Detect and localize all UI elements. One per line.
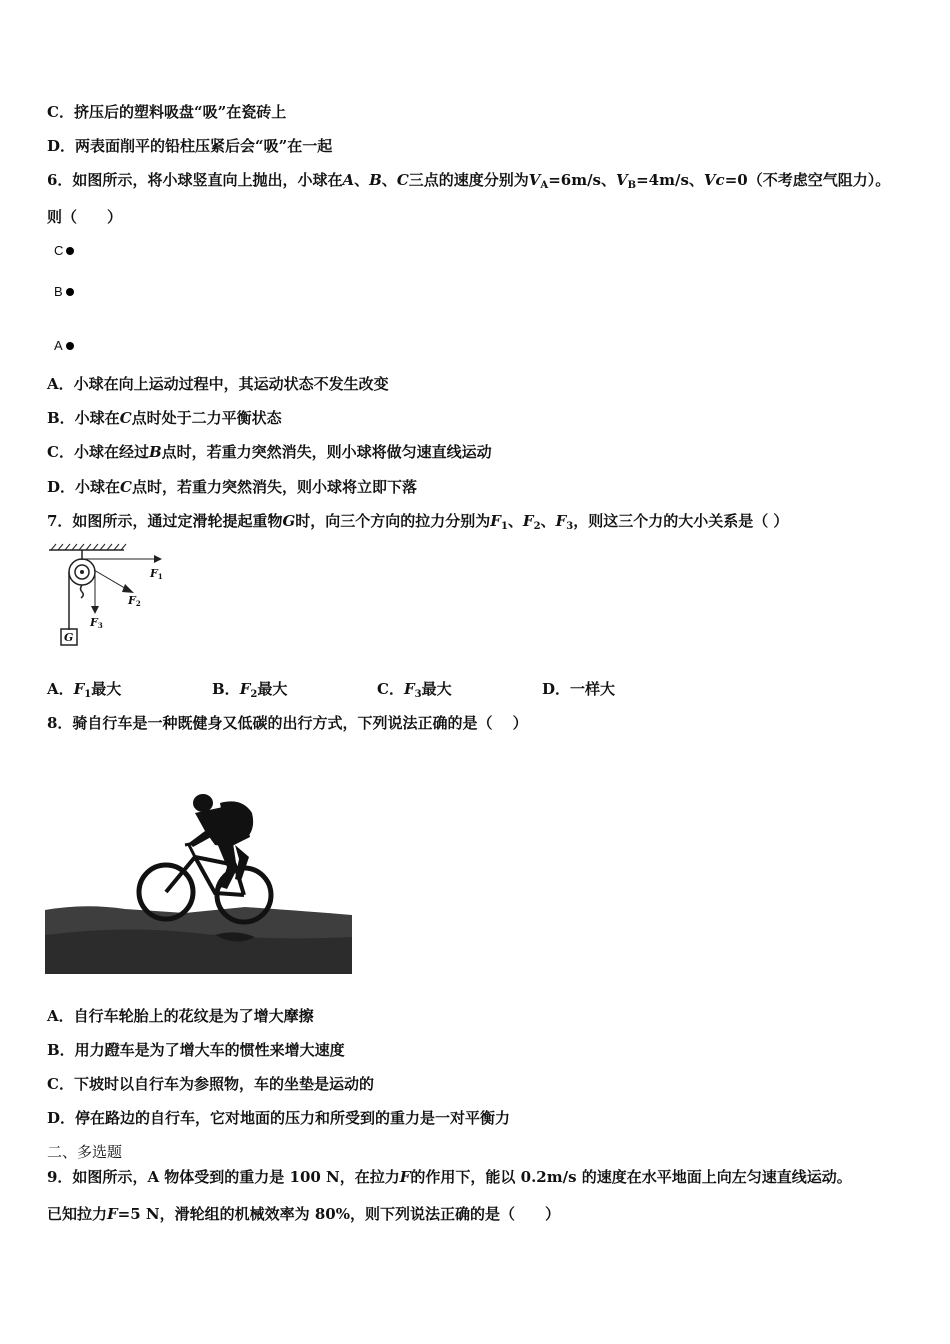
pulley-diagram xyxy=(44,540,184,652)
q6-option-c: C．小球在经过B点时，若重力突然消失，则小球将做匀速直线运动 xyxy=(47,443,492,461)
cyclist-photo xyxy=(45,785,352,974)
label-f1: F1 xyxy=(150,567,163,581)
rope-f2 xyxy=(94,570,128,590)
q8-option-a: A．自行车轮胎上的花纹是为了增大摩擦 xyxy=(47,1007,314,1025)
ball-dot-icon xyxy=(66,247,74,255)
q7-option-b: B．$F_2$最大 xyxy=(212,680,288,700)
q6-stem: 6．如图所示，将小球竖直向上抛出，小球在A、B、C三点的速度分别为$V_A=6m/s$、$V_B=4m/s$、Vc=0（不考虑空气阻力）。 xyxy=(47,171,891,191)
q7-option-a: A．$F_1$最大 xyxy=(47,680,122,700)
q6-option-d: D．小球在C点时，若重力突然消失，则小球将立即下落 xyxy=(47,478,417,496)
q8-option-c: C．下坡时以自行车为参照物，车的坐垫是运动的 xyxy=(47,1075,374,1093)
q6-option-a: A．小球在向上运动过程中，其运动状态不发生改变 xyxy=(47,375,389,393)
q7-stem: 7．如图所示，通过定滑轮提起重物G时，向三个方向的拉力分别为$F_1$、$F_2$、$F_3$，则这三个力的大小关系是（ ） xyxy=(47,512,789,532)
q8-option-d: D．停在路边的自行车，它对地面的压力和所受到的重力是一对平衡力 xyxy=(47,1109,511,1127)
hook-icon xyxy=(81,585,84,598)
q9-stem-cont: 已知拉力F=5 N，滑轮组的机械效率为 80%，则下列说法正确的是（ ） xyxy=(47,1205,560,1223)
arrow-f3-icon xyxy=(91,606,99,614)
q5-option-c: C．挤压后的塑料吸盘“吸”在瓷砖上 xyxy=(47,103,287,121)
label-f3: F3 xyxy=(90,616,103,630)
q6-point-b: B xyxy=(54,284,74,300)
q6-option-b: B．小球在C点时处于二力平衡状态 xyxy=(47,409,282,427)
q7-option-d: D．一样大 xyxy=(542,680,616,698)
arrow-f1-icon xyxy=(154,555,162,563)
section-title: 二、多选题 xyxy=(47,1143,123,1161)
arrow-f2-icon xyxy=(122,584,134,593)
q9-stem: 9．如图所示，A 物体受到的重力是 100 N，在拉力F的作用下，能以 0.2m/s 的速度在水平地面上向左匀速直线运动。 xyxy=(47,1168,852,1186)
label-g: G xyxy=(64,631,74,644)
q6-point-a: A xyxy=(54,338,74,354)
q8-stem: 8．骑自行车是一种既健身又低碳的出行方式，下列说法正确的是（ ） xyxy=(47,714,528,732)
q6-stem-cont: 则（ ） xyxy=(47,208,123,226)
label-f2: F2 xyxy=(128,594,141,608)
ceiling-hatch xyxy=(49,544,126,550)
q8-option-b: B．用力蹬车是为了增大车的惯性来增大速度 xyxy=(47,1041,345,1059)
ball-dot-icon xyxy=(66,288,74,296)
q6-point-c: C xyxy=(54,243,74,259)
q7-option-c: C．$F_3$最大 xyxy=(377,680,452,700)
ball-dot-icon xyxy=(66,342,74,350)
q5-option-d: D．两表面削平的铅柱压紧后会“吸”在一起 xyxy=(47,137,333,155)
